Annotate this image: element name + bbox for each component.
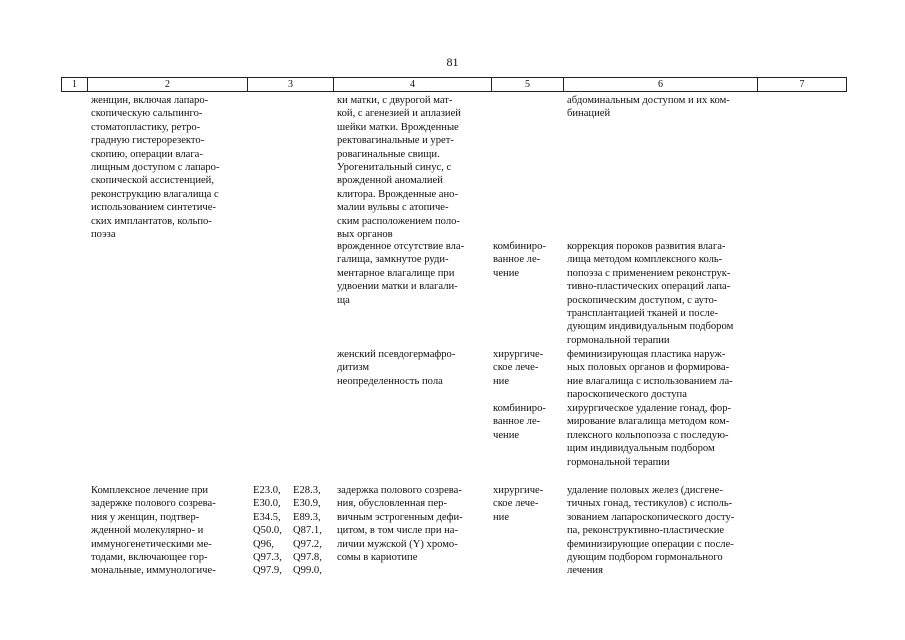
header-col-4: 4 (333, 78, 491, 91)
block3-treatment-text-b: хирургическое удаление гонад, фор- мирование влагалища методом ком- плексного кольпопоэза с последую- щим индивидуальным подбором гормональной терапии (567, 403, 732, 468)
block4-diagnosis-text: задержка полового созрева- ния, обусловленная пер- вичным эстрогенным дефи- цитом, в том числе при на- личии мужской (Y) хромо- сомы в кариотипе (337, 485, 463, 564)
header-col-1: 1 (61, 78, 87, 91)
page-number: 81 (446, 55, 459, 69)
icd-code: E23.0, (253, 485, 281, 496)
block2-diagnosis-text: врожденное отсутствие вла- галища, замкнутое руди- ментарное влагалище при удвоении матки и влагали- ща (337, 241, 465, 306)
block1-treatment-text: абдоминальным доступом и их ком- бинацией (567, 95, 730, 120)
header-col-5: 5 (491, 78, 563, 91)
icd-code: Q97.8, (293, 552, 322, 564)
header-col-2: 2 (87, 78, 247, 91)
block4-treatment-type: хирургиче- ское лече- ние (493, 485, 544, 523)
header-col-3: 3 (247, 78, 333, 91)
table-header-row (61, 77, 847, 92)
icd-code: E30.9, (293, 498, 321, 510)
block3-treatment-type-a: хирургиче- ское лече- ние (493, 349, 544, 387)
icd-code: Q99.0, (293, 565, 322, 577)
block3-treatment-type-b: комбиниро- ванное ле- чение (493, 403, 546, 441)
block3-treatment-text-a: феминизирующая пластика наруж- ных половых органов и формирова- ние влагалища с использованием ла- пароскопического доступа (567, 349, 733, 401)
block1-diagnosis-text: ки матки, с двурогой мат- кой, с агенезией и аплазией шейки матки. Врожденные ректовагинальные и урет- ровагинальные свищи. Урогенитальный синус, с врожденной аномалией клитора. Врожденные ано- малии вульвы с атопиче- ским расположением поло- вых органов (337, 95, 461, 241)
icd-code: Q50.0, (253, 525, 282, 537)
block2-treatment-type: комбиниро- ванное ле- чение (493, 241, 546, 279)
icd-code: Q97.3, (253, 552, 282, 564)
block1-method-text: женщин, включая лапаро- скопическую сальпинго- стоматопластику, ретро- градную гистерорезекто- скопию, операции влага- лищным доступом с лапаро- скопической ассистенцией, реконструкцию влагалища с использованием синтетиче- ских имплантатов, кольпо- поэза (91, 95, 220, 241)
icd-code: Q97.9, (253, 565, 282, 577)
icd-code: Q96, (253, 538, 274, 550)
block4-method-text: Комплексное лечение при задержке полового созрева- ния у женщин, подтвер- жденной молекулярно- и иммуногенетическими ме- тодами, включающее гор- мональные, иммунологиче- (91, 485, 216, 577)
icd-code: E28.3, (293, 485, 321, 496)
icd-code: E34.5, (253, 511, 281, 523)
block2-treatment-text: коррекция пороков развития влага- лища методом комплексного коль- попоэза с применением реконструк- тивно-пластических операций лапа- роскопическим доступом, с ауто- трансплантацией тканей и после- дующим индивидуальным подбором гормональной терапии (567, 241, 734, 346)
header-col-7: 7 (757, 78, 847, 91)
block4-icd-codes (253, 484, 333, 578)
icd-code: Q87.1, (293, 525, 322, 537)
icd-code: E89.3, (293, 511, 321, 523)
icd-code: E30.0, (253, 498, 281, 510)
icd-code: Q97.2, (293, 538, 322, 550)
block4-treatment-text: удаление половых желез (дисгене- тичных гонад, тестикулов) с исполь- зованием лапароскопического досту- па, реконструктивно-пластические феминизирующие операции с после- дующим подбором гормонального лечения (567, 485, 735, 577)
block3-diagnosis-text: женский псевдогермафро- дитизм неопределенность пола (337, 349, 456, 387)
header-col-6: 6 (563, 78, 757, 91)
